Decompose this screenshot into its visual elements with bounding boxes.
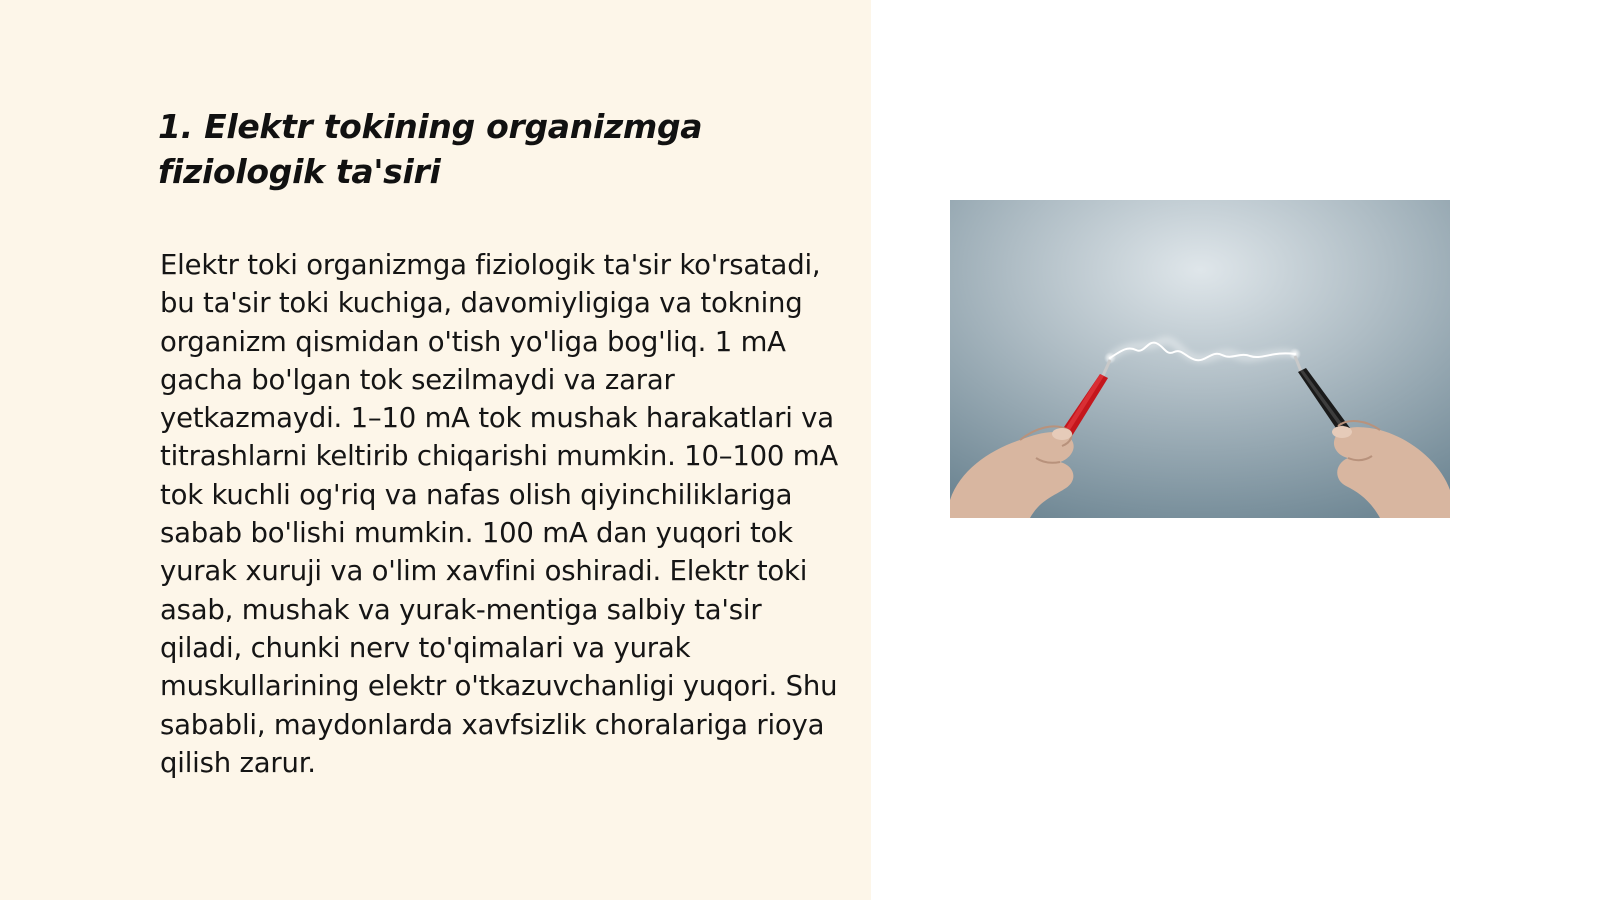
slide-body-text: Elektr toki organizmga fiziologik ta'sir ko'rsatadi, bu ta'sir toki kuchiga, davomiyligiga va tokning organizm qismidan o'tish yo'liga bog'liq. 1 mA gacha bo'lgan tok sezilmaydi va zarar yetkazmaydi. 1–10 mA tok mushak harakatlari va titrashlarni keltirib chiqarishi mumkin. 10–100 mA tok kuchli og'riq va nafas olish qiyinchiliklariga sabab bo'lishi mumkin. 100 mA dan yuqori tok yurak xuruji va o'lim xavfini oshiradi. Elektr toki asab, mushak va yurak-mentiga salbiy ta'sir qiladi, chunki nerv to'qimalari va yurak muskullarining elektr o'tkazuvchanligi yuqori. Shu sababli, maydonlarda xavfsizlik choralariga rioya qilish zarur. [160, 249, 838, 779]
electric-spark-illustration [950, 200, 1450, 518]
electric-spark-photo [950, 200, 1450, 518]
slide-title: 1. Elektr tokining organizmga fiziologik ta'siri [158, 107, 703, 191]
